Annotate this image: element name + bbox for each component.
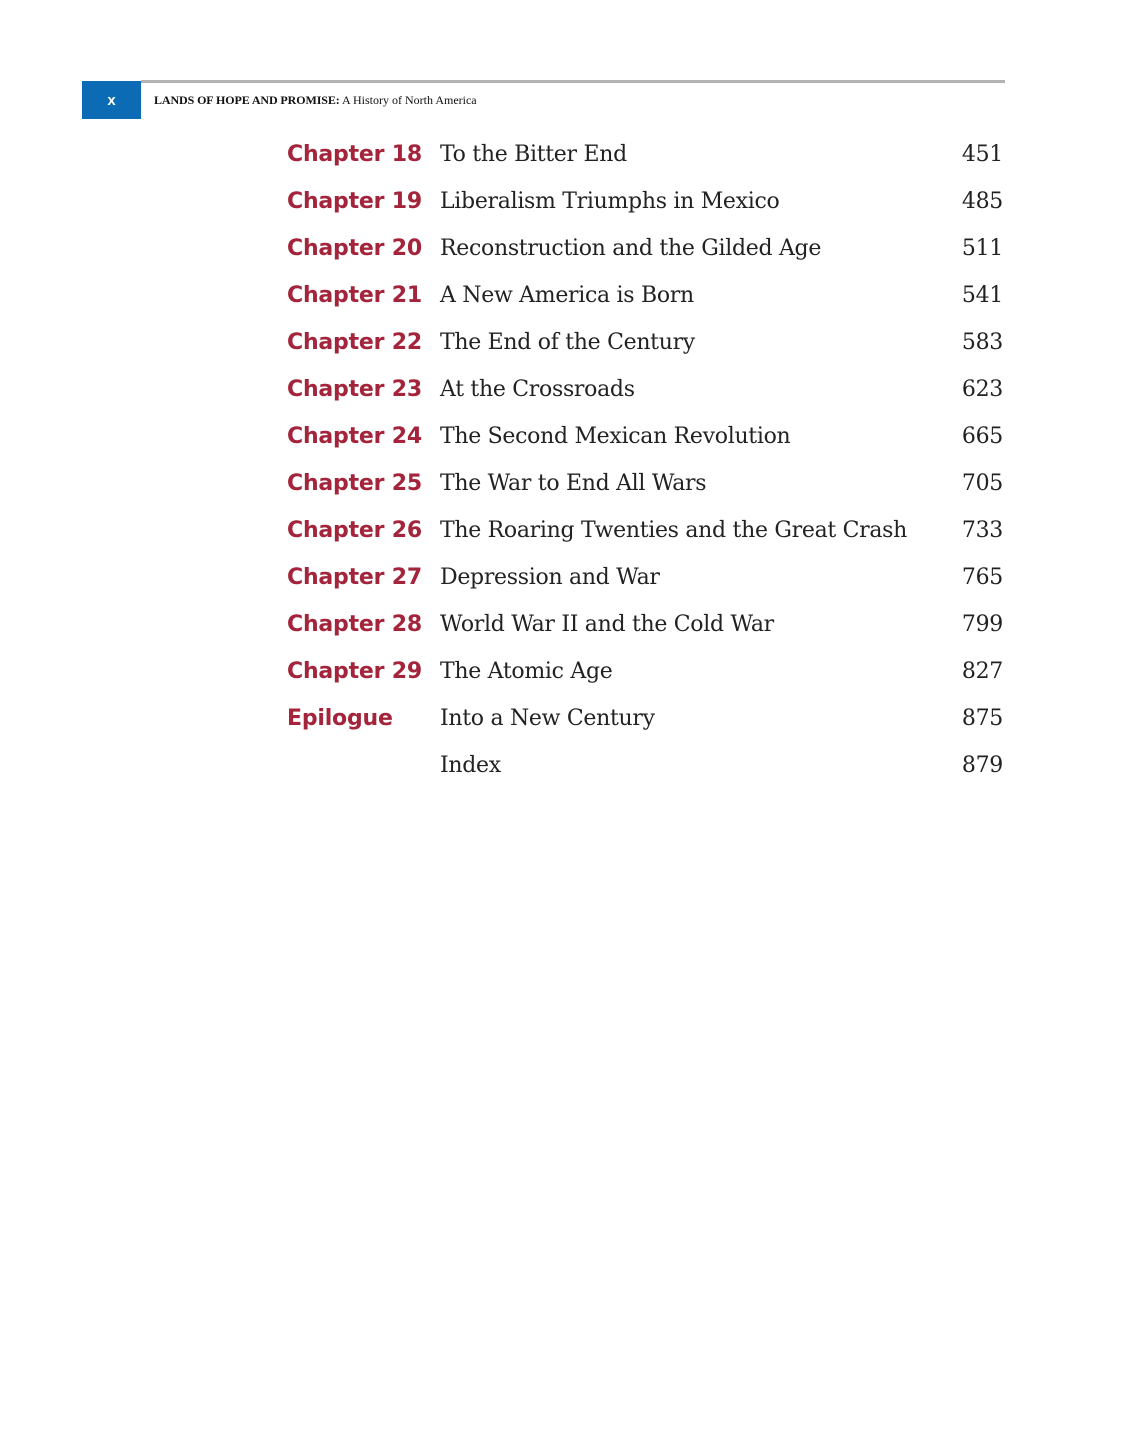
toc-entry-page: 485 [961,189,1003,214]
toc-entry-title: Depression and War [440,565,660,590]
toc-entry [0,659,1140,699]
toc-entry-label: Chapter 27 [287,565,422,590]
running-head [154,93,477,108]
toc-entry [0,377,1140,417]
toc-entry-page: 827 [961,659,1003,684]
toc-entry-title: At the Crossroads [440,377,635,402]
toc-entry [0,283,1140,323]
toc-entry [0,753,1140,793]
toc-entry [0,142,1140,182]
toc-entry-page: 799 [961,612,1003,637]
toc-entry-page: 733 [961,518,1003,543]
book-title: LANDS OF HOPE AND PROMISE: [154,93,340,107]
toc-entry-title: To the Bitter End [440,142,627,167]
toc-entry-page: 583 [961,330,1003,355]
toc-entry-page: 765 [961,565,1003,590]
toc-entry-title: Into a New Century [440,706,655,731]
toc-entry-label: Chapter 26 [287,518,422,543]
toc-entry-page: 511 [961,236,1003,261]
toc-entry-title: Index [440,753,501,778]
toc-entry-page: 875 [961,706,1003,731]
toc-entry [0,612,1140,652]
toc-entry-page: 541 [961,283,1003,308]
header-rule [141,80,1005,83]
book-subtitle: A History of North America [341,93,477,107]
toc-entry-label: Chapter 19 [287,189,422,214]
toc-entry-label: Chapter 23 [287,377,422,402]
toc-entry-title: The Roaring Twenties and the Great Crash [440,518,908,543]
toc-entry [0,330,1140,370]
toc-entry [0,706,1140,746]
page-number: x [107,91,116,109]
toc-entry-title: Reconstruction and the Gilded Age [440,236,822,261]
toc-entry-title: The Second Mexican Revolution [440,424,791,449]
toc-entry-title: World War II and the Cold War [440,612,774,637]
toc-entry-label: Chapter 24 [287,424,422,449]
toc-entry [0,471,1140,511]
toc-entry-page: 623 [961,377,1003,402]
toc-entry-title: The End of the Century [440,330,695,355]
toc-entry-title: A New America is Born [440,283,694,308]
toc-entry [0,424,1140,464]
toc-entry-label: Chapter 22 [287,330,422,355]
toc-entry-label: Chapter 18 [287,142,422,167]
toc-entry-label: Chapter 21 [287,283,422,308]
toc-entry [0,236,1140,276]
page-number-tab [82,81,141,119]
toc-entry [0,565,1140,605]
toc-entry [0,518,1140,558]
toc-entry-label: Chapter 25 [287,471,422,496]
toc-entry [0,189,1140,229]
toc-entry-title: Liberalism Triumphs in Mexico [440,189,780,214]
toc-entry-label: Epilogue [287,706,393,731]
toc-entry-label: Chapter 20 [287,236,422,261]
toc-entry-page: 705 [961,471,1003,496]
toc-entry-label: Chapter 28 [287,612,422,637]
toc-entry-title: The War to End All Wars [440,471,707,496]
toc-entry-page: 665 [961,424,1003,449]
toc-entry-page: 451 [961,142,1003,167]
toc-entry-title: The Atomic Age [440,659,613,684]
toc-entry-label: Chapter 29 [287,659,422,684]
toc-entry-page: 879 [961,753,1003,778]
